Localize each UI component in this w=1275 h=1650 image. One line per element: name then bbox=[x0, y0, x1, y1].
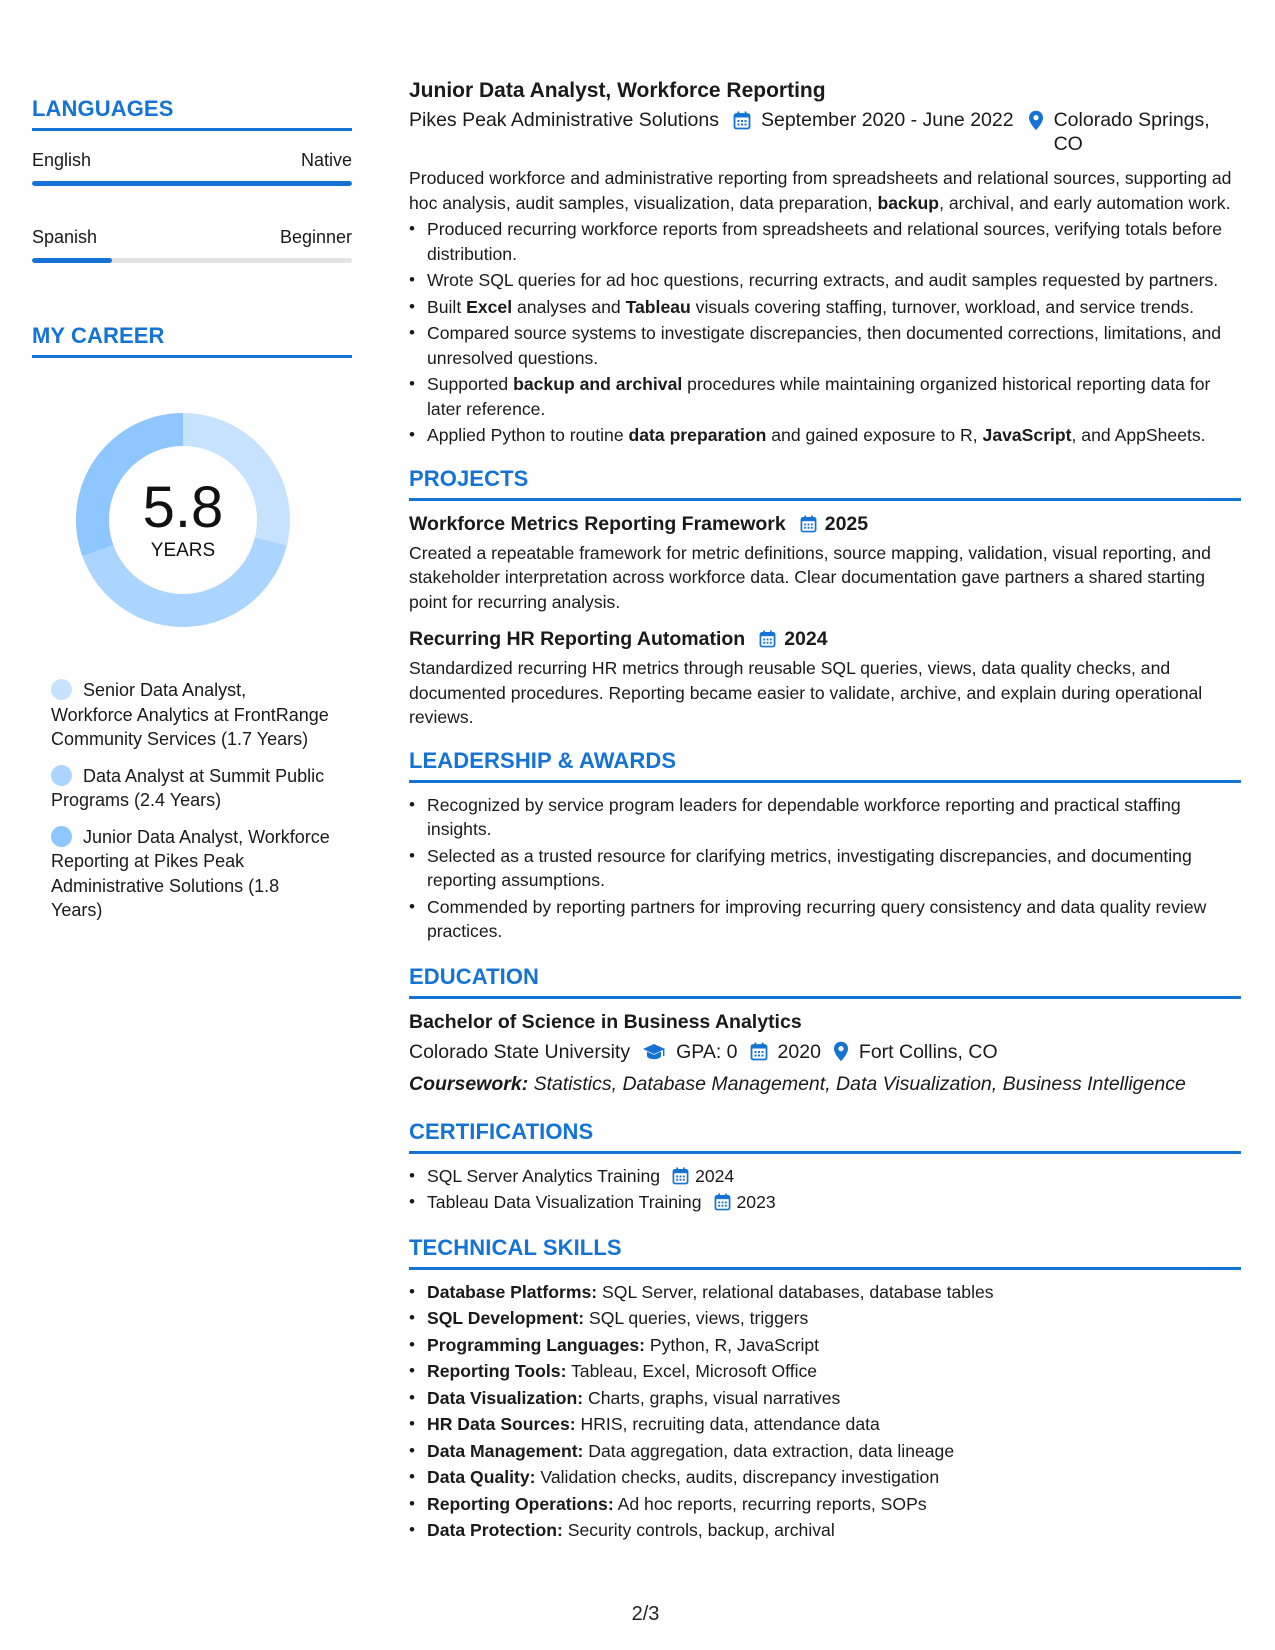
skill-values: Charts, graphs, visual narratives bbox=[583, 1387, 841, 1408]
graduation-cap-icon bbox=[642, 1043, 666, 1061]
bullet-keyword: backup and archival bbox=[513, 374, 683, 394]
career-legend-item bbox=[51, 825, 332, 923]
gpa: GPA: 0 bbox=[676, 1040, 738, 1063]
skill-values: Ad hoc reports, recurring reports, SOPs bbox=[613, 1493, 927, 1514]
calendar-icon bbox=[733, 108, 751, 132]
certification-year: 2023 bbox=[736, 1192, 776, 1212]
coursework bbox=[409, 1071, 1241, 1097]
skill-item bbox=[409, 1306, 1241, 1331]
career-total-years: 5.8 bbox=[142, 475, 224, 540]
career-years-unit: YEARS bbox=[150, 540, 216, 561]
education-section bbox=[409, 964, 1241, 1097]
coursework-label: Coursework: bbox=[409, 1072, 529, 1095]
bullet-text: , and AppSheets. bbox=[1071, 425, 1206, 445]
skill-category: Reporting Tools: bbox=[427, 1361, 567, 1381]
project-year: 2024 bbox=[784, 628, 828, 650]
graduation-year: 2020 bbox=[777, 1040, 821, 1063]
award-item: • Selected as a trusted resource for clarifying metrics, investigating discrepancies, and documenting reporting assumptions. bbox=[409, 844, 1241, 893]
summary-text: , archival, and early automation work. bbox=[939, 192, 1231, 213]
award-item: • Recognized by service program leaders for dependable workforce reporting and practical staffing insights. bbox=[409, 793, 1241, 842]
calendar-icon bbox=[759, 630, 776, 648]
bullet-text: Supported bbox=[427, 374, 514, 394]
leadership-heading: LEADERSHIP & AWARDS bbox=[409, 748, 1241, 783]
skill-item bbox=[409, 1492, 1241, 1517]
bullet-keyword: JavaScript bbox=[982, 425, 1072, 445]
coursework-list: Statistics, Database Management, Data Visualization, Business Intelligence bbox=[528, 1072, 1186, 1095]
job-bullet bbox=[409, 321, 1241, 370]
certifications-list bbox=[409, 1164, 1241, 1215]
certification-item bbox=[409, 1164, 1241, 1189]
main-content bbox=[409, 78, 1241, 1545]
job-bullet bbox=[409, 423, 1241, 448]
education-meta bbox=[409, 1039, 1241, 1065]
certification-year: 2024 bbox=[695, 1165, 735, 1186]
school-location: Fort Collins, CO bbox=[858, 1040, 998, 1063]
skill-item bbox=[409, 1439, 1241, 1464]
bullet-text: Built bbox=[427, 296, 467, 317]
language-proficiency-fill bbox=[32, 181, 352, 186]
language-level: Native bbox=[300, 150, 352, 170]
skill-values: Python, R, JavaScript bbox=[645, 1334, 820, 1355]
award-item: • Commended by reporting partners for improving recurring query consistency and data quality review practices. bbox=[409, 895, 1241, 944]
map-pin-icon bbox=[1028, 108, 1044, 132]
skill-item bbox=[409, 1412, 1241, 1437]
skill-values: SQL queries, views, triggers bbox=[584, 1308, 809, 1328]
job-meta bbox=[409, 108, 1241, 156]
job-summary bbox=[409, 166, 1241, 215]
language-proficiency-bar bbox=[32, 181, 352, 186]
bullet-keyword: Tableau bbox=[625, 296, 691, 317]
skill-item bbox=[409, 1280, 1241, 1305]
calendar-icon bbox=[800, 515, 817, 533]
bullet-keyword: Excel bbox=[466, 296, 513, 317]
skill-category: Data Quality: bbox=[427, 1467, 536, 1487]
calendar-icon bbox=[750, 1042, 768, 1061]
language-proficiency-bar bbox=[32, 258, 352, 263]
bullet-text: procedures while maintaining organized historical reporting data for later reference. bbox=[427, 374, 1211, 419]
career-legend-label: Senior Data Analyst, Workforce Analytics at FrontRange Community Services (1.7 Years) bbox=[51, 680, 329, 749]
language-level: Beginner bbox=[279, 227, 352, 247]
degree-title: Bachelor of Science in Business Analytics bbox=[409, 1010, 802, 1033]
job-bullet bbox=[409, 372, 1241, 421]
legend-swatch bbox=[51, 765, 72, 786]
skill-item bbox=[409, 1359, 1241, 1384]
skill-category: Reporting Operations: bbox=[427, 1493, 614, 1514]
career-heading: MY CAREER bbox=[32, 323, 352, 358]
certification-row bbox=[427, 1164, 1241, 1189]
language-proficiency-fill bbox=[32, 258, 112, 263]
summary-text: Produced workforce and administrative reporting from spreadsheets and relational sources, supporting ad hoc analysis, audit samples, visualization, data preparation, bbox=[409, 168, 1232, 213]
projects-heading: PROJECTS bbox=[409, 466, 1241, 501]
language-name: Spanish bbox=[32, 227, 98, 247]
projects-list bbox=[409, 511, 1241, 730]
skills-list bbox=[409, 1280, 1241, 1543]
skill-values: Data aggregation, data extraction, data lineage bbox=[583, 1440, 955, 1461]
skill-values: Security controls, backup, archival bbox=[562, 1520, 835, 1540]
skill-values: SQL Server, relational databases, database tables bbox=[597, 1281, 994, 1302]
project-year: 2025 bbox=[824, 512, 869, 535]
legend-swatch bbox=[51, 826, 72, 847]
language-name: English bbox=[32, 150, 92, 170]
school-name: Colorado State University bbox=[409, 1040, 631, 1063]
certification-row bbox=[427, 1190, 1241, 1215]
skills-heading: TECHNICAL SKILLS bbox=[409, 1235, 1241, 1270]
career-legend-label: Data Analyst at Summit Public Programs (2.4 Years) bbox=[51, 765, 325, 810]
sidebar bbox=[32, 96, 352, 935]
skill-item bbox=[409, 1333, 1241, 1358]
career-donut-chart bbox=[63, 400, 303, 640]
calendar-icon bbox=[672, 1167, 689, 1185]
language-row bbox=[32, 149, 352, 171]
skill-values: HRIS, recruiting data, attendance data bbox=[575, 1414, 880, 1434]
bullet-text: Compared source systems to investigate discrepancies, then documented corrections, limitations, and unresolved questions. bbox=[427, 323, 1222, 368]
job-bullet bbox=[409, 295, 1241, 320]
project-header bbox=[409, 511, 1241, 537]
bullet-text: analyses and bbox=[512, 296, 626, 317]
bullet-text: Produced recurring workforce reports from spreadsheets and relational sources, verifying totals before distribution. bbox=[427, 219, 1223, 264]
skills-section bbox=[409, 1235, 1241, 1543]
job-bullet bbox=[409, 217, 1241, 266]
projects-section bbox=[409, 466, 1241, 730]
skill-category: Data Visualization: bbox=[427, 1387, 584, 1408]
map-pin-icon bbox=[833, 1041, 849, 1062]
career-legend bbox=[32, 678, 332, 923]
skill-category: Database Platforms: bbox=[427, 1281, 598, 1302]
career-legend-label: Junior Data Analyst, Workforce Reporting at Pikes Peak Administrative Solutions (1.8 Years) bbox=[51, 826, 330, 920]
experience-entry bbox=[409, 78, 1241, 448]
skill-item bbox=[409, 1465, 1241, 1490]
job-company: Pikes Peak Administrative Solutions bbox=[409, 109, 719, 131]
skill-item bbox=[409, 1518, 1241, 1543]
skill-item bbox=[409, 1386, 1241, 1411]
calendar-icon bbox=[714, 1193, 731, 1211]
bullet-text: visuals covering staffing, turnover, workload, and service trends. bbox=[690, 296, 1195, 317]
certification-item bbox=[409, 1190, 1241, 1215]
skill-category: SQL Development: bbox=[427, 1308, 585, 1328]
certification-name: • Tableau Data Visualization Training bbox=[427, 1192, 702, 1212]
page-number: 2/3 bbox=[631, 1603, 660, 1625]
project-description: Created a repeatable framework for metric definitions, source mapping, validation, visual reporting, and stakeholder interpretation across workforce data. Clear documentation gave partners a shared starting point for recurring analysis. bbox=[409, 542, 1211, 612]
project-description: Standardized recurring HR metrics through reusable SQL queries, views, data quality checks, and documented procedures. Reporting became easier to validate, archive, and explain during operational reviews. bbox=[409, 658, 1203, 727]
skill-category: Programming Languages: bbox=[427, 1334, 645, 1355]
certification-name: • SQL Server Analytics Training bbox=[427, 1165, 661, 1186]
job-title: Junior Data Analyst, Workforce Reporting bbox=[409, 79, 826, 102]
job-dates: September 2020 - June 2022 bbox=[760, 109, 1014, 131]
career-legend-item bbox=[51, 764, 332, 813]
education-heading: EDUCATION bbox=[409, 964, 1241, 999]
skill-values: Validation checks, audits, discrepancy investigation bbox=[535, 1467, 940, 1487]
skill-category: HR Data Sources: bbox=[427, 1414, 576, 1434]
bullet-text: Applied Python to routine bbox=[427, 425, 629, 445]
legend-swatch bbox=[51, 679, 72, 700]
languages-list bbox=[32, 149, 352, 263]
project-item bbox=[409, 626, 1241, 730]
project-name: Recurring HR Reporting Automation bbox=[409, 628, 746, 650]
career-legend-item bbox=[51, 678, 332, 752]
project-item bbox=[409, 511, 1241, 615]
language-row bbox=[32, 226, 352, 248]
skill-category: Data Protection: bbox=[427, 1520, 563, 1540]
certifications-section bbox=[409, 1119, 1241, 1215]
languages-heading: LANGUAGES bbox=[32, 96, 352, 131]
summary-keyword: backup bbox=[877, 192, 940, 213]
project-header bbox=[409, 626, 1241, 652]
job-bullets bbox=[409, 217, 1241, 448]
leadership-section bbox=[409, 748, 1241, 944]
certifications-heading: CERTIFICATIONS bbox=[409, 1119, 1241, 1154]
bullet-keyword: data preparation bbox=[628, 425, 767, 445]
donut-center bbox=[63, 400, 303, 640]
job-location: Colorado Springs, CO bbox=[1053, 109, 1210, 155]
leadership-list bbox=[409, 793, 1241, 944]
skill-category: Data Management: bbox=[427, 1440, 584, 1461]
skill-values: Tableau, Excel, Microsoft Office bbox=[566, 1361, 818, 1381]
bullet-text: Wrote SQL queries for ad hoc questions, recurring extracts, and audit samples requested by partners. bbox=[427, 270, 1219, 290]
bullet-text: and gained exposure to R, bbox=[766, 425, 983, 445]
project-name: Workforce Metrics Reporting Framework bbox=[409, 512, 786, 535]
job-bullet bbox=[409, 268, 1241, 293]
